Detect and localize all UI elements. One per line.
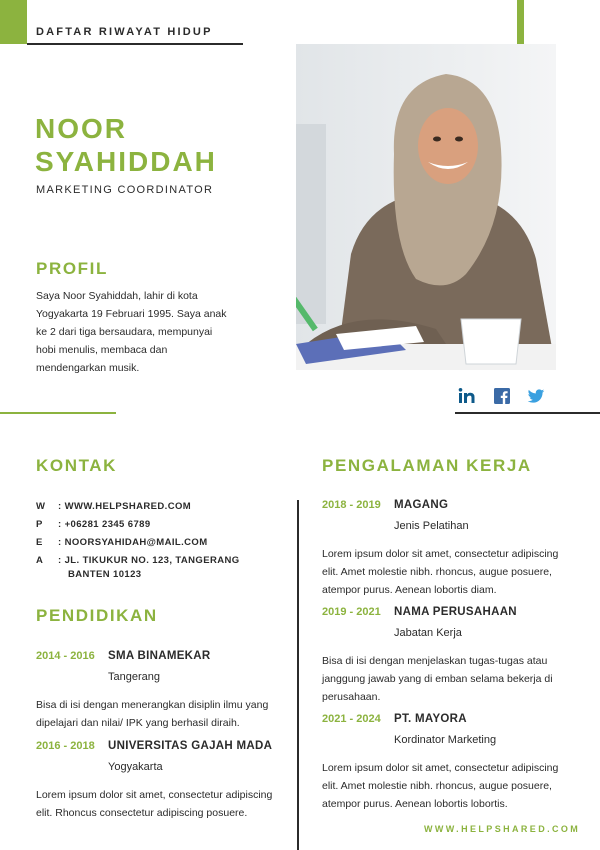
- kontak-heading: KONTAK: [36, 456, 118, 475]
- entry-title: PT. MAYORA: [394, 713, 467, 725]
- contact-key: W: [36, 501, 46, 512]
- desc-line: Bisa di isi dengan menerangkan disiplin ilmu yang: [36, 699, 269, 711]
- contact-website: [36, 498, 266, 516]
- profile-photo: [296, 44, 556, 370]
- entry-description: [322, 652, 582, 706]
- experience-entry: [322, 499, 582, 599]
- address-line-2: BANTEN 10123: [68, 569, 142, 580]
- pendidikan-heading: PENDIDIKAN: [36, 606, 158, 625]
- desc-line: Lorem ipsum dolor sit amet, consectetur adipiscing: [322, 548, 559, 560]
- desc-line: dipelajari dan nilai/ IPK yang berhasil diraih.: [36, 717, 240, 729]
- document-title: DAFTAR RIWAYAT HIDUP: [36, 26, 213, 38]
- column-divider: [297, 500, 299, 850]
- education-entry: [36, 740, 276, 822]
- desc-line: perusahaan.: [322, 691, 381, 703]
- name-line-2: SYAHIDDAH: [35, 146, 217, 177]
- full-name: [35, 112, 217, 178]
- footer-website-link[interactable]: WWW.HELPSHARED.COM: [424, 824, 581, 834]
- desc-line: elit. Amet molestie nibh. rhoncus, augue posuere,: [322, 780, 552, 792]
- desc-line: elit. Amet molestie nibh. rhoncus, augue posuere,: [322, 566, 552, 578]
- contact-phone: [36, 516, 266, 534]
- education-entry: [36, 650, 276, 732]
- name-line-1: NOOR: [35, 113, 127, 144]
- profil-heading: PROFIL: [36, 259, 108, 278]
- entry-years: 2014 - 2016: [36, 650, 95, 662]
- profile-photo-illustration: [296, 44, 556, 370]
- address-value: [58, 554, 266, 584]
- desc-line: Bisa di isi dengan menjelaskan tugas-tugas atau: [322, 655, 548, 667]
- desc-line: Lorem ipsum dolor sit amet, consectetur adipiscing: [36, 789, 273, 801]
- entry-subtitle: Yogyakarta: [108, 761, 163, 773]
- social-divider: [455, 412, 600, 414]
- corner-accent-block: [0, 0, 27, 44]
- contact-key: P: [36, 519, 43, 530]
- entry-years: 2016 - 2018: [36, 740, 95, 752]
- entry-title: NAMA PERUSAHAAN: [394, 606, 517, 618]
- contact-key: E: [36, 537, 43, 548]
- desc-line: elit. Rhoncus consectetur adipiscing posuere.: [36, 807, 248, 819]
- address-line-1: : JL. TIKUKUR NO. 123, TANGERANG: [58, 555, 240, 566]
- facebook-icon[interactable]: [493, 387, 511, 405]
- linkedin-icon[interactable]: [458, 387, 476, 405]
- contact-key: A: [36, 555, 44, 566]
- entry-title: UNIVERSITAS GAJAH MADA: [108, 740, 273, 752]
- profil-text: [36, 287, 236, 377]
- desc-line: janggung jawab yang di emban selama bekerja di: [322, 673, 553, 685]
- entry-years: 2021 - 2024: [322, 713, 381, 725]
- contact-address: [36, 552, 266, 584]
- job-title: MARKETING COORDINATOR: [36, 184, 214, 196]
- pengalaman-heading: PENGALAMAN KERJA: [322, 456, 532, 475]
- profil-line: mendengarkan musik.: [36, 362, 140, 374]
- entry-description: [36, 786, 276, 822]
- profil-line: ke 2 dari tiga bersaudara, mempunyai: [36, 326, 213, 338]
- entry-description: [36, 696, 276, 732]
- entry-title: SMA BINAMEKAR: [108, 650, 211, 662]
- profil-divider: [0, 412, 116, 414]
- title-underline: [27, 43, 243, 45]
- desc-line: atempor purus. Aenean lobortis diam.: [322, 584, 497, 596]
- experience-entry: [322, 713, 582, 813]
- experience-entry: [322, 606, 582, 706]
- entry-subtitle: Jenis Pelatihan: [394, 520, 469, 532]
- contact-list: [36, 498, 266, 584]
- desc-line: Lorem ipsum dolor sit amet, consectetur adipiscing: [322, 762, 559, 774]
- twitter-icon[interactable]: [527, 387, 545, 405]
- entry-years: 2018 - 2019: [322, 499, 381, 511]
- entry-subtitle: Kordinator Marketing: [394, 734, 497, 746]
- entry-description: [322, 545, 582, 599]
- desc-line: atempor purus. Aenean lobortis lobortis.: [322, 798, 508, 810]
- entry-title: MAGANG: [394, 499, 449, 511]
- phone-value: : +06281 2345 6789: [58, 519, 151, 530]
- contact-email: [36, 534, 266, 552]
- profil-line: Saya Noor Syahiddah, lahir di kota: [36, 290, 198, 302]
- entry-years: 2019 - 2021: [322, 606, 381, 618]
- profil-line: hobi menulis, membaca dan: [36, 344, 168, 356]
- email-value[interactable]: : NOORSYAHIDAH@MAIL.COM: [58, 537, 208, 548]
- entry-subtitle: Tangerang: [108, 671, 160, 683]
- profil-line: Yogyakarta 19 Februari 1995. Saya anak: [36, 308, 227, 320]
- entry-description: [322, 759, 582, 813]
- website-value[interactable]: : WWW.HELPSHARED.COM: [58, 501, 192, 512]
- entry-subtitle: Jabatan Kerja: [394, 627, 462, 639]
